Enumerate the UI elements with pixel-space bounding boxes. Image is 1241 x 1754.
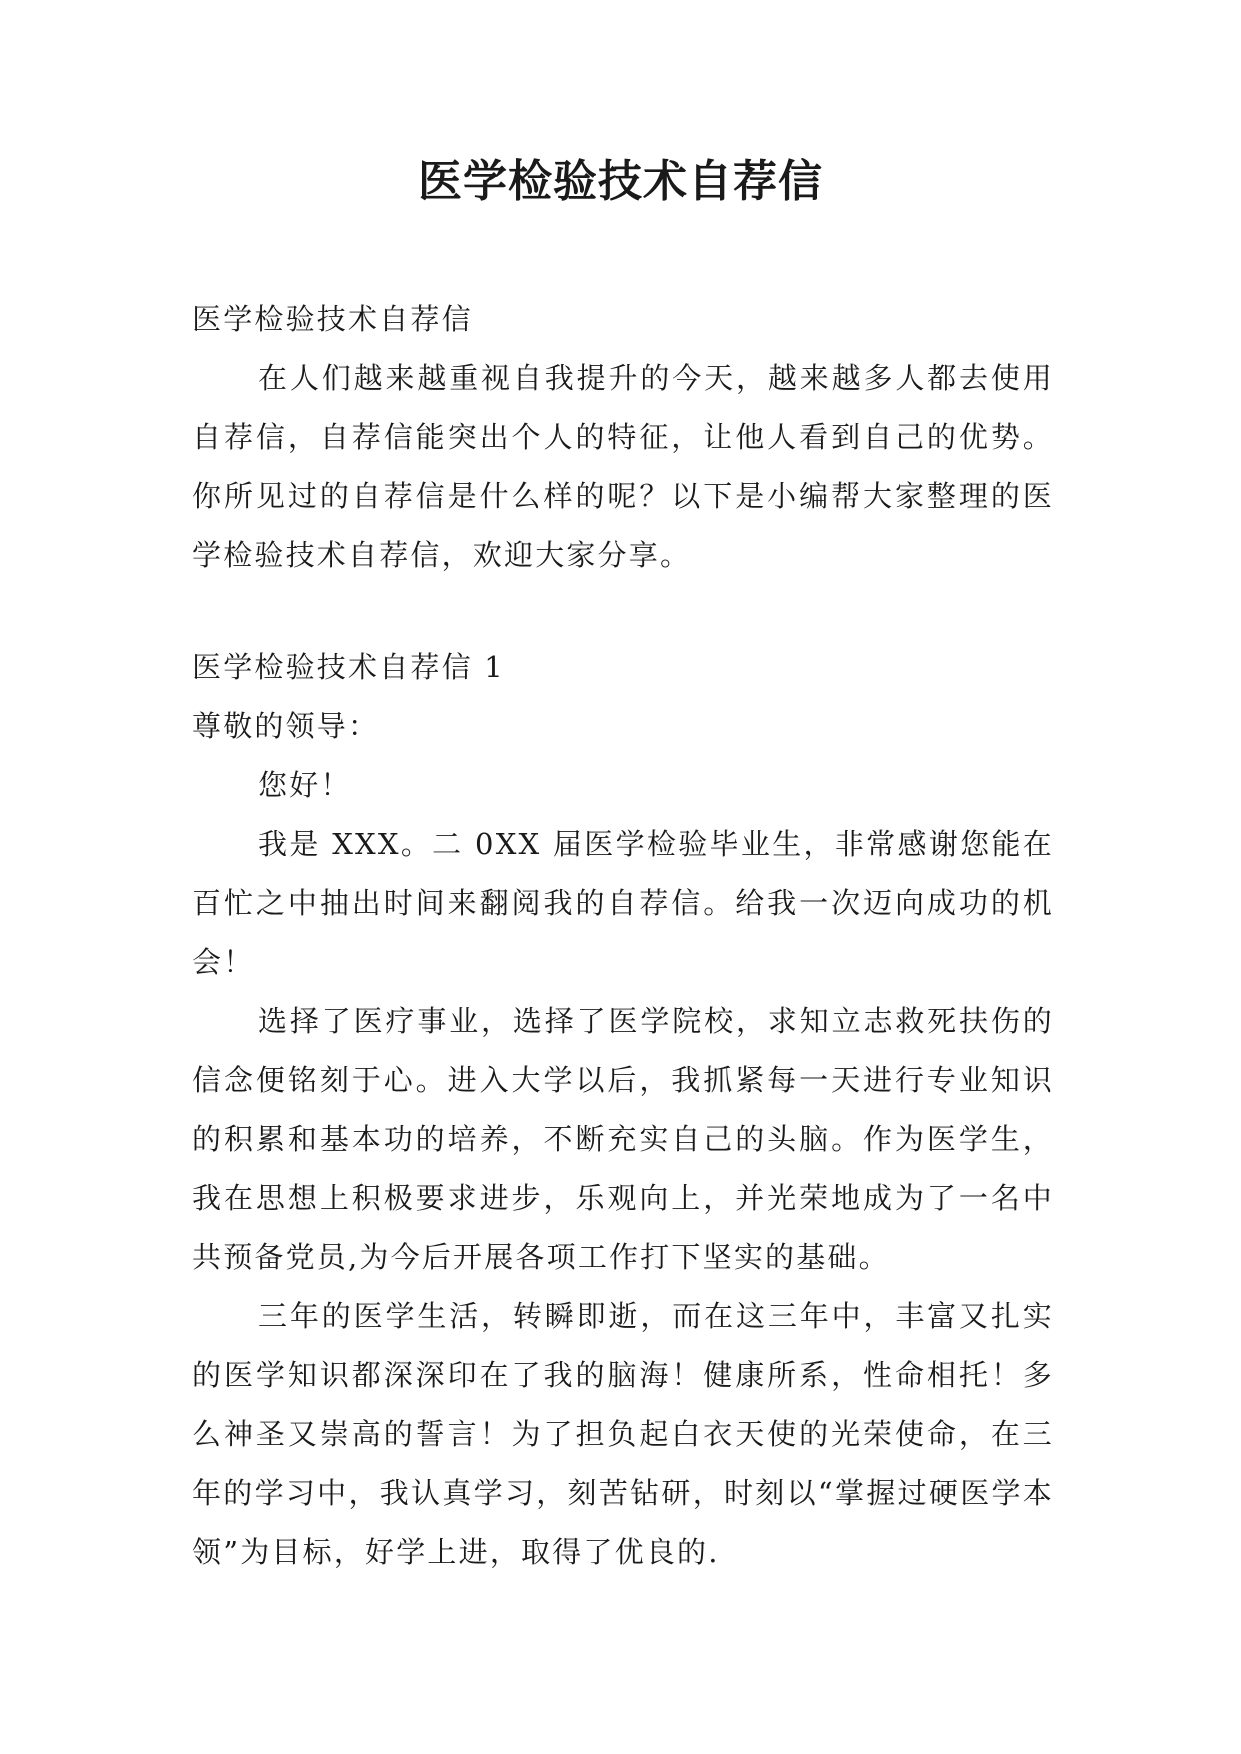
document-body [192, 290, 1054, 1582]
document-title: 医学检验技术自荐信 [418, 156, 823, 207]
letter-paragraph-3: 三年的医学生活，转瞬即逝，而在这三年中，丰富又扎实的医学知识都深深印在了我的脑海！健康所系，性命相托！多么神圣又崇高的誓言！为了担负起白衣天使的光荣使命，在三年的学习中，我认真学习，刻苦钻研，时刻以“掌握过硬医学本领”为目标，好学上进，取得了优良的. [192, 1299, 1054, 1569]
letter-paragraph-2: 选择了医疗事业，选择了医学院校，求知立志救死扶伤的信念便铭刻于心。进入大学以后，我抓紧每一天进行专业知识的积累和基本功的培养，不断充实自己的头脑。作为医学生，我在思想上积极要求进步，乐观向上，并光荣地成为了一名中共预备党员,为今后开展各项工作打下坚实的基础。 [192, 1004, 1054, 1274]
section-heading: 医学检验技术自荐信 [192, 302, 473, 336]
letter-title: 医学检验技术自荐信 1 [192, 650, 505, 684]
salutation: 尊敬的领导： [192, 709, 380, 743]
greeting: 您好！ [258, 768, 352, 802]
letter-paragraph-1: 我是 XXX。二 0XX 届医学检验毕业生，非常感谢您能在百忙之中抽出时间来翻阅我的自荐信。给我一次迈向成功的机会！ [192, 827, 1054, 979]
intro-paragraph: 在人们越来越重视自我提升的今天，越来越多人都去使用自荐信，自荐信能突出个人的特征，让他人看到自己的优势。你所见过的自荐信是什么样的呢？以下是小编帮大家整理的医学检验技术自荐信，欢迎大家分享。 [192, 361, 1054, 572]
